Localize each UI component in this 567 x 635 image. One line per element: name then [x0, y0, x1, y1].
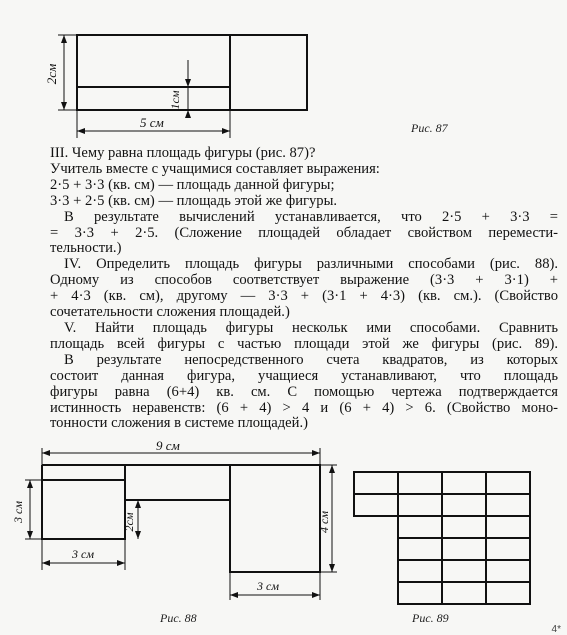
- text-line: сочетательности сложения площадей.): [50, 304, 290, 321]
- text-line: Учитель вместе с учащимися составляет выражения:: [50, 160, 380, 177]
- fig87-width-label: 5 см: [140, 115, 164, 130]
- fig88-top-label: 9 см: [156, 438, 180, 453]
- fig88-bottom-left-label: 3 см: [72, 547, 94, 561]
- text-line: площадь всей фигуры с частью площади этой же фигуры (рис. 89).: [50, 335, 558, 352]
- fig88-right-label: 4 см: [317, 511, 331, 533]
- text-line: 2·5 + 3·3 (кв. см) — площадь данной фигуры;: [50, 176, 335, 193]
- fig88-left-label: 3 см: [11, 501, 25, 523]
- text-line: V. Найти площадь фигуры нескольк ими способами. Сравнить: [64, 319, 558, 336]
- fig87-outline-big: [77, 35, 307, 110]
- figure-87: [0, 0, 567, 140]
- text-line: тонности сложения в системе площадей.): [50, 415, 308, 432]
- text-line: В результате непосредственного счета квадратов, из которых: [64, 351, 558, 368]
- fig87-height-label: 2см: [44, 63, 59, 85]
- text-line: + 4·3 (кв. см), другому — 3·3 + (3·1 + 4·3) (кв. см.). (Свойство: [50, 288, 558, 305]
- fig88-inner-label: 2см: [122, 512, 136, 532]
- text-line: 3·3 + 2·5 (кв. см) — площадь этой же фигуры.: [50, 192, 338, 209]
- text-line: Одному из способов соответствует выражение (3·3 + 3·1) +: [50, 272, 558, 289]
- figure-89: [350, 460, 550, 610]
- text-line: тельности.): [50, 240, 122, 257]
- text-line: фигуры равна (6+4) кв. см. С помощью чертежа подтверждается: [50, 383, 558, 400]
- fig88-caption: Рис. 88: [160, 611, 197, 625]
- text-line: III. Чему равна площадь фигуры (рис. 87)?: [50, 145, 316, 161]
- page-marker: 4*: [551, 624, 561, 635]
- fig88-bottom-right-label: 3 см: [257, 579, 279, 593]
- fig87-inner-label: 1см: [168, 90, 182, 110]
- fig87-caption: Рис. 87: [411, 121, 448, 135]
- text-line: В результате вычислений устанавливается, что 2·5 + 3·3 =: [64, 208, 558, 225]
- text-line: истинность неравенств: (6 + 4) > 4 и (6 + 4) > 6. (Свойство моно-: [50, 399, 558, 416]
- figure-88: [0, 440, 340, 615]
- text-line: IV. Определить площадь фигуры различными способами (рис. 88).: [64, 256, 558, 273]
- fig89-caption: Рис. 89: [412, 611, 449, 625]
- text-line: = 3·3 + 2·5. (Сложение площадей обладает свойством перемести-: [50, 224, 558, 241]
- body-text: [50, 146, 558, 432]
- text-line: состоит данная фигура, учащиеся устанавливают, что площадь: [50, 367, 558, 384]
